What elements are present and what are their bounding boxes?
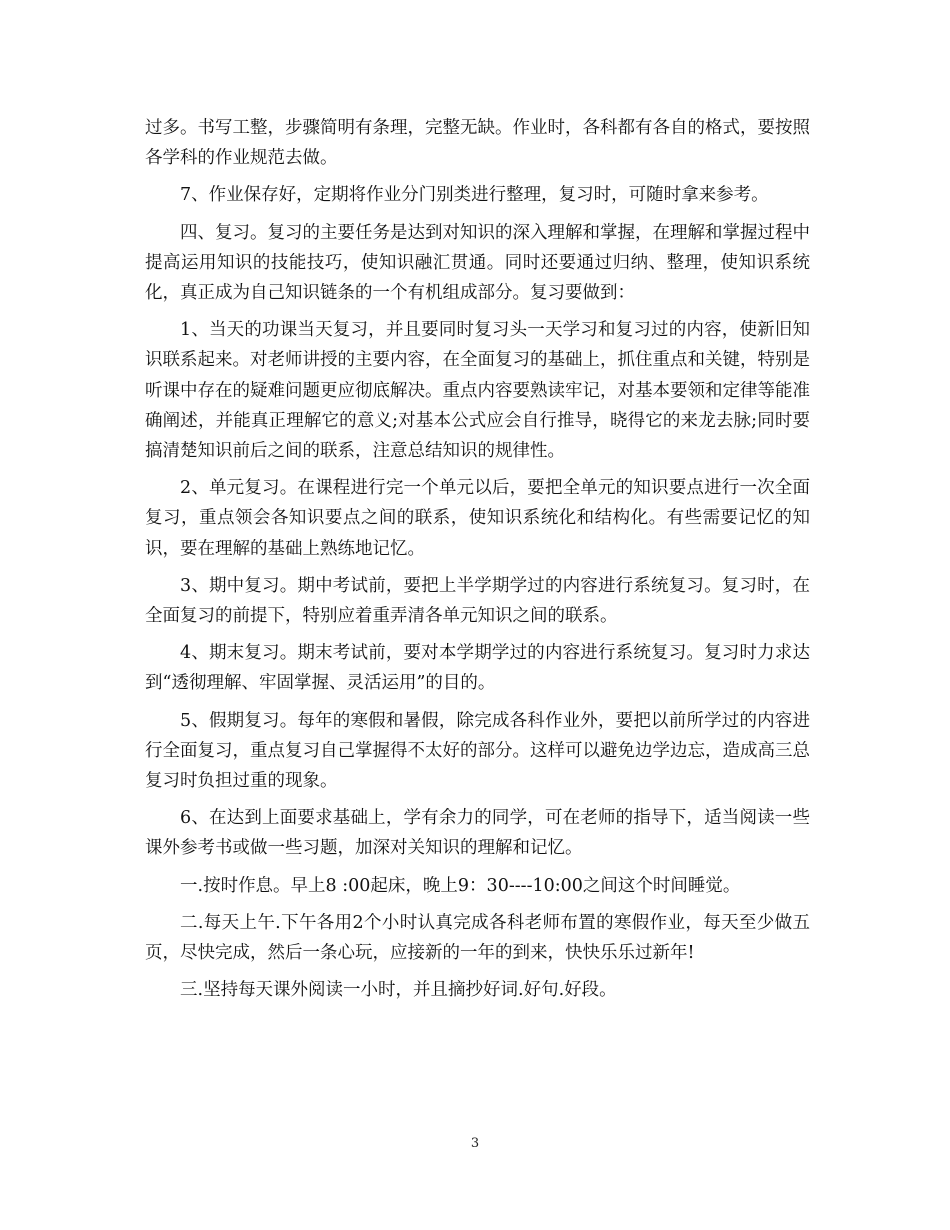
paragraph-daily-review: 1、当天的功课当天复习，并且要同时复习头一天学习和复习过的内容，使新旧知识联系起来。对老师讲授的主要内容，在全面复习的基础上，抓住重点和关键，特别是听课中存在的疑难问题更应彻底解决。重点内容要熟读牢记，对基本要领和定律等能准确阐述，并能真正理解它的意义;对基本公式应会自行推导，晓得它的来龙去脉;同时要搞清楚知识前后之间的联系，注意总结知识的规律性。 [145,320,810,462]
paragraph-final-review: 4、期末复习。期末考试前，要对本学期学过的内容进行系统复习。复习时力求达到“透彻理解、牢固掌握、灵活运用”的目的。 [145,643,810,694]
paragraph-holiday-review: 5、假期复习。每年的寒假和暑假，除完成各科作业外，要把以前所学过的内容进行全面复习，重点复习自己掌握得不太好的部分。这样可以避免边学边忘，造成高三总复习时负担过重的现象。 [145,710,810,792]
document-body [145,113,810,1012]
paragraph-unit-review: 2、单元复习。在课程进行完一个单元以后，要把全单元的知识要点进行一次全面复习，重点领会各知识要点之间的联系，使知识系统化和结构化。有些需要记忆的知识，要在理解的基础上熟练地记忆。 [145,478,810,559]
paragraph-homework-storage: 7、作业保存好，定期将作业分门别类进行整理，复习时，可随时拿来参考。 [180,185,769,206]
paragraph-daily-homework: 二.每天上午.下午各用2个小时认真完成各科老师布置的寒假作业，每天至少做五页，尽快完成，然后一条心玩，应接新的一年的到来，快快乐乐过新年! [145,912,810,964]
paragraph-schedule: 一.按时作息。早上8 :00起床，晚上9：30----10:00之间这个时间睡觉。 [180,875,741,896]
paragraph-review-intro: 四、复习。复习的主要任务是达到对知识的深入理解和掌握，在理解和掌握过程中提高运用知识的技能技巧，使知识融汇贯通。同时还要通过归纳、整理，使知识系统化，真正成为自己知识链条的一个有机组成部分。复习要做到： [145,222,810,304]
paragraph-homework-format: 过多。书写工整，步骤简明有条理，完整无缺。作业时，各科都有各自的格式，要按照各学科的作业规范去做。 [145,118,810,169]
paragraph-daily-reading: 三.坚持每天课外阅读一小时，并且摘抄好词.好句.好段。 [180,980,617,1001]
page-number: 3 [470,1136,480,1151]
paragraph-midterm-review: 3、期中复习。期中考试前，要把上半学期学过的内容进行系统复习。复习时，在全面复习的前提下，特别应着重弄清各单元知识之间的联系。 [145,575,810,627]
paragraph-extra-reading: 6、在达到上面要求基础上，学有余力的同学，可在老师的指导下，适当阅读一些课外参考书或做一些习题，加深对关知识的理解和记忆。 [145,808,810,859]
